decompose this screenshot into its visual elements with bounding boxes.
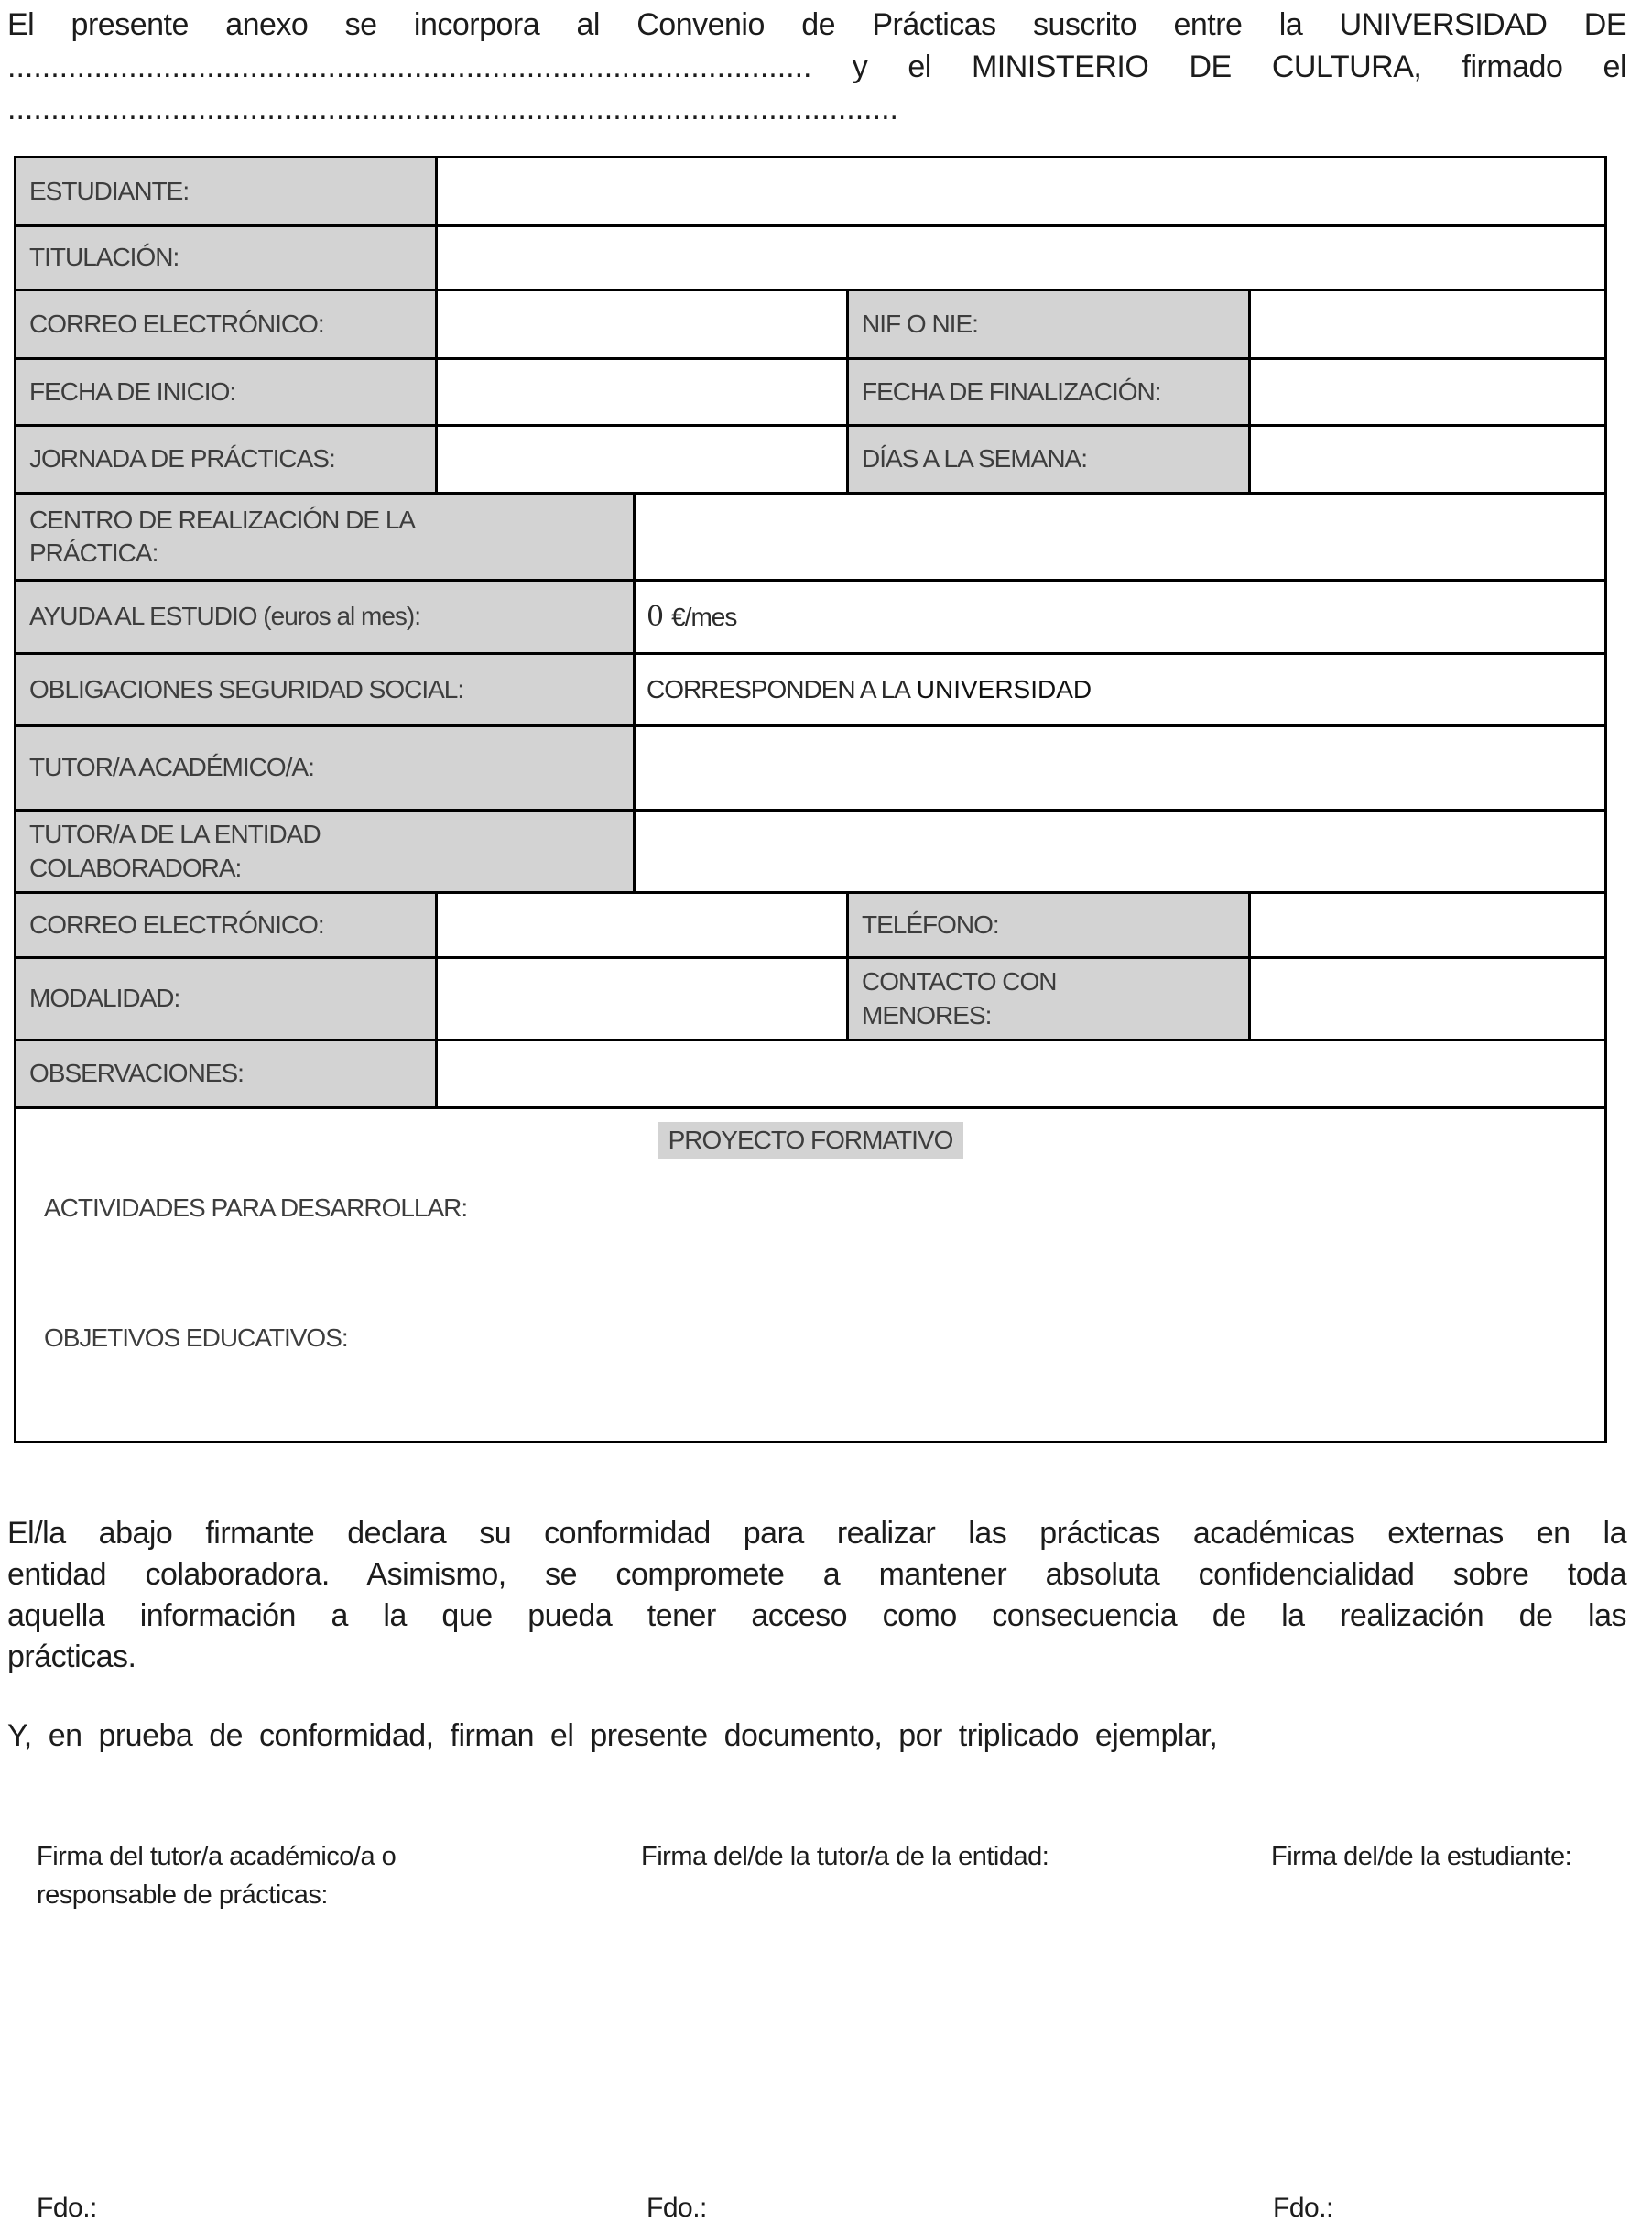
intro-line2 [7, 46, 1626, 88]
field-value [1251, 291, 1604, 357]
field-label-text: PRÁCTICA: [29, 539, 158, 567]
section-proyecto-formativo [16, 1109, 1604, 1441]
row-tutor-entidad [16, 812, 1604, 894]
intro-line3 [7, 88, 1626, 130]
field-value [636, 727, 1604, 809]
field-value [438, 227, 1604, 289]
field-label [849, 360, 1251, 424]
declaration-line: prácticas. [7, 1639, 136, 1674]
field-value [636, 582, 1604, 652]
field-value [636, 812, 1604, 891]
fdo-label: Fdo.: [647, 2193, 707, 2223]
field-value [438, 427, 849, 492]
field-label-text: OBLIGACIONES SEGURIDAD SOCIAL: [29, 674, 464, 703]
field-label [16, 360, 438, 424]
field-label [16, 427, 438, 492]
field-label-text: FECHA DE FINALIZACIÓN: [862, 376, 1161, 406]
obligaciones-universidad: UNIVERSIDAD [916, 675, 1092, 703]
field-label-text: CORREO ELECTRÓNICO: [29, 910, 324, 939]
field-label [16, 582, 636, 652]
field-label [16, 812, 636, 891]
field-value [1251, 959, 1604, 1039]
field-value [438, 1041, 1604, 1106]
row-jornada-dias [16, 427, 1604, 495]
practices-form-table [14, 156, 1607, 1443]
field-label [849, 959, 1251, 1039]
fdo-label: Fdo.: [1273, 2193, 1333, 2223]
field-label-text: JORNADA DE PRÁCTICAS: [29, 444, 335, 474]
field-label [16, 1041, 438, 1106]
field-label [16, 894, 438, 956]
actividades-label: ACTIVIDADES PARA DESARROLLAR: [44, 1193, 468, 1222]
signature-label-tutor-entidad: Firma del/de la tutor/a de la entidad: [641, 1842, 1049, 1871]
proyecto-formativo-heading: PROYECTO FORMATIVO [658, 1122, 964, 1159]
dotted-blank: ............................................................................................. [7, 49, 812, 84]
row-seguridad-social [16, 655, 1604, 727]
field-value [438, 959, 849, 1039]
field-label-text: CONTACTO CON [862, 967, 1057, 997]
field-label [16, 227, 438, 289]
field-label [16, 495, 636, 579]
field-label-text: TUTOR/A DE LA ENTIDAD [29, 820, 321, 849]
ayuda-unit: €/mes [671, 602, 737, 631]
field-value [1251, 894, 1604, 956]
obligaciones-text: CORRESPONDEN A LA [647, 675, 910, 703]
row-observaciones [16, 1041, 1604, 1109]
ayuda-amount: 0 [647, 601, 665, 633]
field-label-text: FECHA DE INICIO: [29, 376, 236, 406]
intro-paragraph [7, 4, 1626, 130]
row-ayuda-estudio [16, 582, 1604, 655]
field-value [1251, 427, 1604, 492]
field-label [849, 894, 1251, 956]
row-correo-nif [16, 291, 1604, 360]
field-label-text: MENORES: [862, 1000, 992, 1029]
field-label [849, 427, 1251, 492]
field-label-text: CORREO ELECTRÓNICO: [29, 309, 324, 338]
row-estudiante [16, 158, 1604, 227]
field-value [636, 655, 1604, 724]
field-value [438, 360, 849, 424]
field-label [16, 158, 438, 224]
row-fechas [16, 360, 1604, 427]
signature-label-line: Firma del tutor/a académico/a o [37, 1842, 397, 1871]
field-label-text: NIF O NIE: [862, 309, 978, 338]
dotted-blank: ....................................................................................................... [7, 92, 898, 126]
field-label-text: COLABORADORA: [29, 853, 242, 882]
field-label [16, 727, 636, 809]
field-label [849, 291, 1251, 357]
field-label-text: CENTRO DE REALIZACIÓN DE LA [29, 505, 416, 534]
intro-line2-text: y el MINISTERIO DE CULTURA, firmado el [852, 49, 1626, 84]
field-label-text: OBSERVACIONES: [29, 1059, 244, 1088]
field-label-text: MODALIDAD: [29, 984, 180, 1013]
field-label-text: TUTOR/A ACADÉMICO/A: [29, 753, 314, 782]
intro-line1: El presente anexo se incorpora al Convenio de Prácticas suscrito entre la UNIVERSIDAD DE [7, 7, 1626, 42]
signature-label-estudiante: Firma del/de la estudiante: [1271, 1842, 1572, 1871]
field-label [16, 959, 438, 1039]
field-label-text: TITULACIÓN: [29, 243, 179, 272]
row-titulacion [16, 227, 1604, 291]
conformity-line: Y, en prueba de conformidad, firman el presente documento, por triplicado ejemplar, [7, 1718, 1218, 1753]
field-value [438, 158, 1604, 224]
field-label-text: DÍAS A LA SEMANA: [862, 444, 1088, 474]
signature-label-line: responsable de prácticas: [37, 1880, 328, 1910]
field-label [16, 655, 636, 724]
fdo-label: Fdo.: [37, 2193, 97, 2223]
field-label [16, 291, 438, 357]
field-label-text: ESTUDIANTE: [29, 176, 190, 205]
field-value [438, 291, 849, 357]
field-value [1251, 360, 1604, 424]
row-centro-practica [16, 495, 1604, 582]
row-tutor-academico [16, 727, 1604, 812]
declaration-line: entidad colaboradora. Asimismo, se compromete a mantener absoluta confidencialidad sobre toda [7, 1557, 1626, 1592]
field-value [438, 894, 849, 956]
declaration-paragraph [7, 1513, 1626, 1678]
proyecto-formativo-heading-wrap [16, 1109, 1604, 1159]
objetivos-label: OBJETIVOS EDUCATIVOS: [44, 1323, 348, 1352]
field-value [636, 495, 1604, 579]
row-modalidad-menores [16, 959, 1604, 1041]
row-correo-telefono [16, 894, 1604, 959]
field-label-text: TELÉFONO: [862, 910, 999, 939]
declaration-line: aquella información a la que pueda tener acceso como consecuencia de la realización de las [7, 1598, 1626, 1633]
field-label-text: AYUDA AL ESTUDIO (euros al mes): [29, 602, 421, 631]
declaration-line: El/la abajo firmante declara su conformidad para realizar las prácticas académicas externas en la [7, 1516, 1626, 1551]
signature-label-tutor-academico [37, 1837, 458, 1914]
